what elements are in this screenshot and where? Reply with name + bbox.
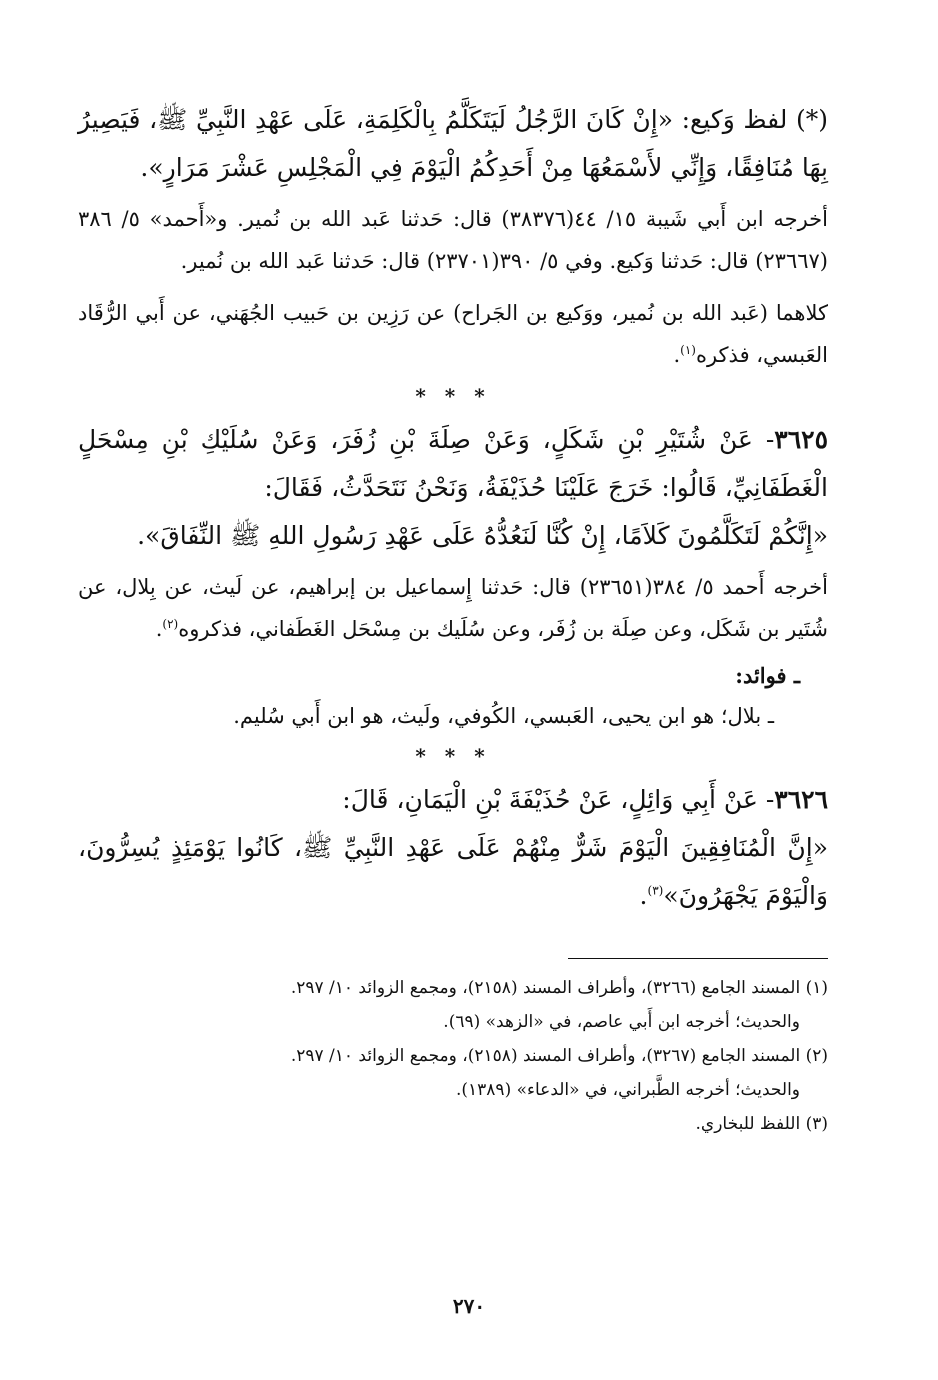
hadith-intro: - عَنْ أَبِي وَائِلٍ، عَنْ حُذَيْفَةَ بْنِ الْيَمَانِ، قَالَ: <box>342 785 775 814</box>
takhrij-paragraph: أخرجه ابن أَبي شَيبة ١٥/ ٤٤(٣٨٣٧٦) قال: حَدثنا عَبد الله بن نُمير. و«أَحمد» ٥/ ٣٨٦ (٢٣٦٦٧) قال: حَدثنا وَكيع. وفي ٥/ ٣٩٠(٢٣٧٠١) قال: حَدثنا عَبد الله بن نُمير. <box>78 207 828 273</box>
hadith-line: فَيَصِيرُ بِهَا مُنَافِقًا، وَإِنِّي لأَسْمَعُهَا مِنْ أَحَدِكُمُ الْيَوْمَ فِي الْمَجْلِسِ عَشْرَ مَرَارٍ». <box>78 105 828 182</box>
hadith-3626 <box>78 776 828 824</box>
footnote-3 <box>78 1107 828 1141</box>
period: . <box>639 881 648 910</box>
footnote-2 <box>78 1039 828 1107</box>
period: . <box>155 617 163 641</box>
hadith-3625 <box>78 416 828 512</box>
hadith-matn <box>78 824 828 920</box>
page-number: ٢٧٠ <box>452 1294 486 1318</box>
section-separator: * * * <box>415 384 491 408</box>
footnote-ref[interactable]: (٢) <box>162 617 179 631</box>
footnote-line: (٢) المسند الجامع (٣٢٦٧)، وأطراف المسند (٢١٥٨)، ومجمع الزوائد ١٠/ ٢٩٧. <box>290 1046 828 1066</box>
footnote-line: (٣) اللفظ للبخاري. <box>695 1114 828 1134</box>
hadith-number: ٣٦٢٥ <box>774 425 828 454</box>
hadith-number: ٣٦٢٦ <box>774 785 828 814</box>
isnad-paragraph <box>78 292 828 376</box>
isnad-text: كلاهما (عَبد الله بن نُمير، ووَكيع بن الجَراح) عن رَزِين بن حَبيب الجُهَني، عن أَبي الرُّقَاد العَبسي، فذكره <box>78 301 828 367</box>
period: . <box>673 343 681 367</box>
benefits-heading: ـ فوائد: <box>735 663 800 688</box>
takhrij-text: أخرجه أَحمد ٥/ ٣٨٤(٢٣٦٥١) قال: حَدثنا إِسماعيل بن إبراهيم، عن لَيث، عن بِلال، عن شُتَير بن شَكَل، وعن صِلَة بن زُفَر، وعن سُلَيك بن مِسْحَل الغَطَفاني، فذكروه <box>78 575 828 641</box>
hadith-text-wakee <box>78 96 828 192</box>
footnote-line: والحديث؛ أخرجه الطَّبراني، في «الدعاء» (١٣٨٩). <box>455 1080 800 1100</box>
footnote-line: والحديث؛ أخرجه ابن أَبي عاصم، في «الزهد» (٦٩). <box>443 1012 800 1032</box>
footnote-ref[interactable]: (١) <box>680 343 696 357</box>
footnote-line: (١) المسند الجامع (٣٢٦٦)، وأطراف المسند (٢١٥٨)، ومجمع الزوائد ١٠/ ٢٩٧. <box>290 978 828 998</box>
matn-text: «إِنَّ الْمُنَافِقِينَ الْيَوْمَ شَرٌّ مِنْهُمْ عَلَى عَهْدِ النَّبِيِّ ﷺ، كَانُوا يَوْمَئِذٍ يُسِرُّونَ، وَالْيَوْمَ يَجْهَرُونَ» <box>78 833 828 910</box>
footnote-1 <box>78 971 828 1039</box>
footnote-ref[interactable]: (٣) <box>647 883 664 898</box>
benefits-item: ـ بلال؛ هو ابن يحيى، العَبسي، الكُوفي، ولَيث، هو ابن أَبي سُليم. <box>233 704 774 728</box>
section-separator: * * * <box>415 744 491 768</box>
footnote-divider <box>568 958 828 959</box>
footnotes <box>78 971 828 1141</box>
hadith-line: (*) لفظ وَكيع: «إِنْ كَانَ الرَّجُلُ لَيَتَكَلَّمُ بِالْكَلِمَةِ، عَلَى عَهْدِ النَّبِيِّ ﷺ، <box>149 105 828 134</box>
hadith-matn: «إِنَّكُمْ لَتَكَلَّمُونَ كَلاَمًا، إِنْ كُنَّا لَنَعُدُّهُ عَلَى عَهْدِ رَسُولِ اللهِ ﷺ النِّفَاقَ». <box>137 521 828 550</box>
hadith-intro: - عَنْ شُتَيْرِ بْنِ شَكَلٍ، وَعَنْ صِلَةَ بْنِ زُفَرَ، وَعَنْ سُلَيْكِ بْنِ مِسْحَلٍ الْغَطَفَانِيِّ، قَالُوا: خَرَجَ عَلَيْنَا حُذَيْفَةُ، وَنَحْنُ نَتَحَدَّثُ، فَقَالَ: <box>78 425 828 502</box>
takhrij-paragraph <box>78 566 828 650</box>
